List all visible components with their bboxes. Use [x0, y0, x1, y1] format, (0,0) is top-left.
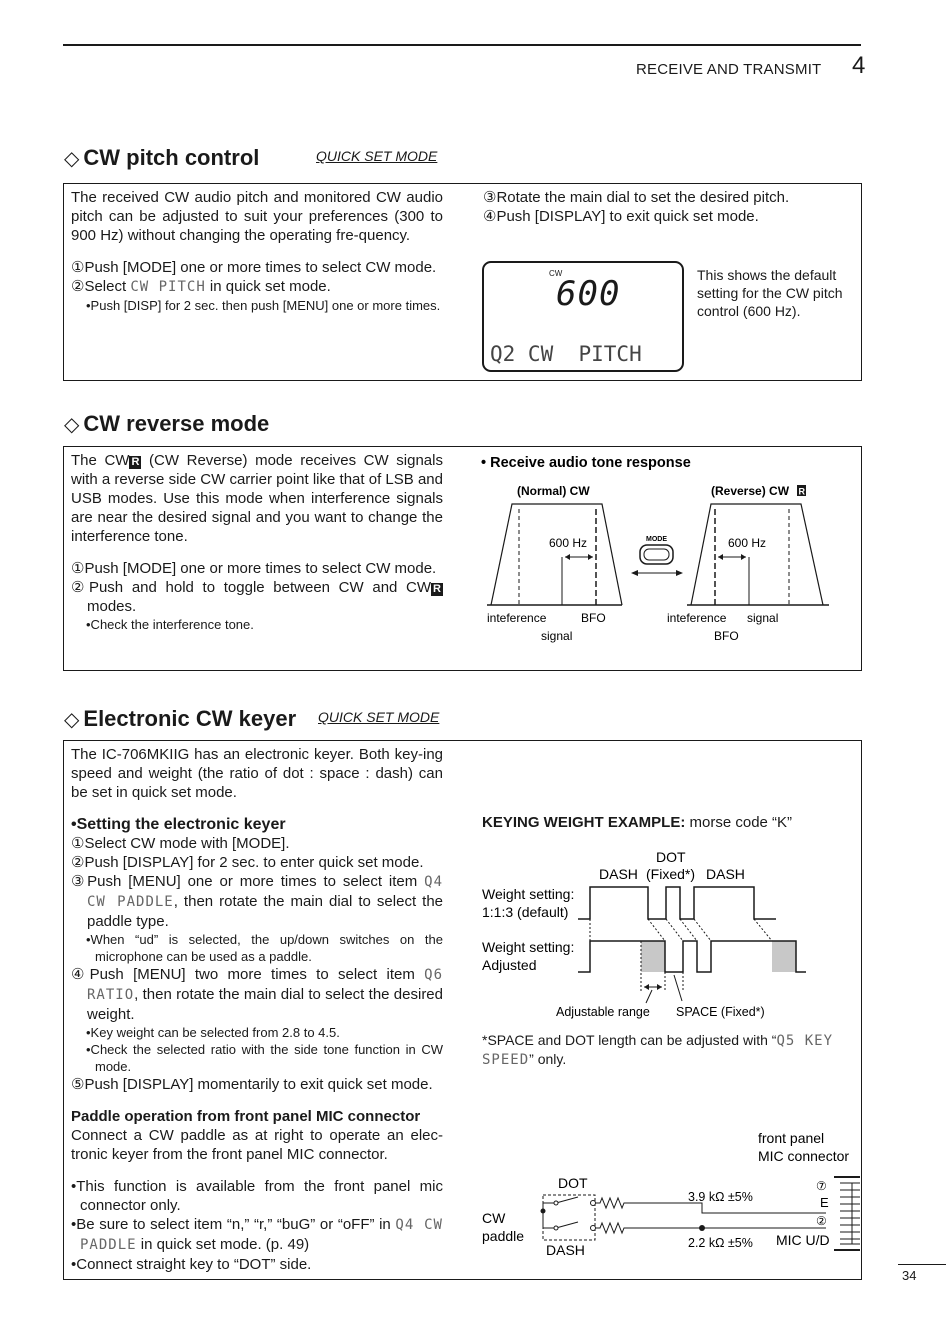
- dot-contact-label: DOT: [558, 1175, 588, 1191]
- diamond-icon: ◇: [64, 414, 80, 436]
- dash2-extension-shade: [772, 941, 796, 972]
- page-number: 34: [902, 1268, 917, 1283]
- ws1-label-1: Weight setting:: [482, 886, 575, 902]
- pitch-step-4: ④Push [DISPLAY] to exit quick set mode.: [483, 208, 759, 225]
- adjusted-waveform: [578, 941, 806, 972]
- r1-label: 3.9 kΩ ±5%: [688, 1190, 753, 1204]
- ws2-label-2: Adjusted: [482, 957, 537, 973]
- page-number-rule: [898, 1264, 946, 1265]
- paddle-box: [543, 1195, 595, 1240]
- keyer-step-3-sub: •When “ud” is selected, the up/down switches on the microphone can be used as a paddle.: [86, 932, 443, 964]
- reverse-interference-label: inteference: [667, 611, 727, 625]
- reverse-step-2: ②Push and hold to toggle between CW and CW R modes.: [71, 579, 441, 615]
- keyer-step-3: ③Push [MENU] one or more times to select item Q4 CW PADDLE, then rotate the main dial to select the paddle type.: [71, 873, 443, 930]
- reverse-step-1: ①Push [MODE] one or more times to select CW mode.: [71, 560, 437, 577]
- lcd-display: [482, 261, 684, 372]
- lcd-value: 600: [556, 274, 621, 314]
- paddle-text: Connect a CW paddle as at right to operate an elec-tronic keyer from the front panel MIC connector.: [71, 1127, 443, 1163]
- pin2-label: ②: [816, 1214, 827, 1228]
- normal-hz-label: 600 Hz: [549, 536, 588, 550]
- paddle-circuit-diagram: [476, 1125, 860, 1277]
- dash-contact-label: DASH: [546, 1242, 585, 1258]
- keyer-step-2: ②Push [DISPLAY] for 2 sec. to enter quick set mode.: [71, 854, 424, 871]
- quick-set-mode-label: QUICK SET MODE: [318, 709, 440, 725]
- reverse-cw-label: (Reverse) CW: [711, 484, 790, 498]
- cw-pitch-title: ◇ CW pitch control: [64, 145, 260, 170]
- mode-button-label: MODE: [646, 536, 667, 543]
- audio-tone-diagram: [479, 447, 859, 669]
- pitch-step-3: ③Rotate the main dial to set the desired pitch.: [483, 189, 790, 206]
- dot-label: DOT: [656, 849, 686, 865]
- paddle-bullet-1: •This function is available from the front panel mic connector only.: [71, 1178, 443, 1214]
- header-rule: [63, 44, 861, 46]
- reverse-hz-label: 600 Hz: [728, 536, 767, 550]
- keyer-intro: The IC-706MKIIG has an electronic keyer. Both key-ing speed and weight (the ratio of dot : space : dash) can be set in quick set mode.: [71, 746, 443, 801]
- reverse-intro: The CW R (CW Reverse) mode receives CW signals with a reverse side CW carrier point like that of LSB and USB modes. Use this mode when interference signals are near the desired signal and you want to change the interference tone.: [71, 452, 443, 545]
- r2-label: 2.2 kΩ ±5%: [688, 1236, 753, 1250]
- dash2-label: DASH: [706, 866, 745, 882]
- normal-passband: [491, 504, 622, 605]
- default-waveform: [578, 887, 776, 919]
- pin-e-label: E: [820, 1195, 829, 1210]
- reverse-step-2-sub: •Check the interference tone.: [86, 617, 254, 632]
- pitch-intro: The received CW audio pitch and monitored CW audio pitch can be adjusted to suit your preferences (300 to 900 Hz) without changing the operating fre-quency.: [71, 189, 443, 244]
- normal-cw-label: (Normal) CW: [517, 484, 590, 498]
- quick-set-mode-label: QUICK SET MODE: [316, 148, 438, 164]
- normal-signal-label: signal: [541, 629, 573, 643]
- cw-reverse-title: ◇ CW reverse mode: [64, 411, 270, 436]
- svg-text:R: R: [798, 486, 805, 497]
- dot-fixed-label: (Fixed*): [646, 866, 696, 882]
- weight-note: *SPACE and DOT length can be adjusted with “Q5 KEY SPEED” only.: [482, 1032, 834, 1068]
- dash-extension-shade: [641, 941, 665, 972]
- lcd-mode: CW: [549, 269, 563, 278]
- keyer-step-4-sub-2: •Check the selected ratio with the side tone function in CW mode.: [86, 1042, 443, 1074]
- lcd-item: Q2 CW PITCH: [490, 342, 642, 366]
- paddle-label: paddle: [482, 1228, 525, 1244]
- cw-pitch-box: [63, 183, 862, 381]
- ws1-label-2: 1:1:3 (default): [482, 904, 569, 920]
- normal-bfo-label: BFO: [581, 611, 606, 625]
- cw-keyer-box: [63, 740, 862, 1280]
- keying-weight-diagram: [476, 841, 860, 1031]
- paddle-bullet-2: •Be sure to select item “n,” “r,” “buG” or “oFF” in Q4 CW PADDLE in quick set mode. (p. 49): [71, 1216, 443, 1253]
- weight-heading: KEYING WEIGHT EXAMPLE: morse code “K”: [482, 814, 793, 831]
- lcd-caption: This shows the default setting for the CW pitch control (600 Hz).: [697, 267, 843, 319]
- mode-button-icon[interactable]: [640, 545, 673, 564]
- adjustable-range-label: Adjustable range: [556, 1005, 650, 1019]
- mic-connector-icon: [834, 1177, 860, 1250]
- pitch-step-1: ①Push [MODE] one or more times to select CW mode.: [71, 259, 437, 276]
- ws2-label-1: Weight setting:: [482, 939, 575, 955]
- front-panel-label: front panel: [758, 1130, 825, 1146]
- cw-reverse-box: [63, 446, 862, 671]
- keyer-step-4: ④Push [MENU] two more times to select item Q6 RATIO, then rotate the main dial to select the desired weight.: [71, 966, 443, 1023]
- reverse-passband: [691, 504, 823, 605]
- dash-switch: [556, 1222, 578, 1228]
- keyer-step-5: ⑤Push [DISPLAY] momentarily to exit quick set mode.: [71, 1076, 433, 1093]
- space-fixed-label: SPACE (Fixed*): [676, 1005, 765, 1019]
- cw-label: CW: [482, 1210, 506, 1226]
- setting-heading: •Setting the electronic keyer: [71, 816, 286, 833]
- diamond-icon: ◇: [64, 148, 80, 170]
- keyer-step-1: ①Select CW mode with [MODE].: [71, 835, 290, 852]
- keyer-step-4-sub-1: •Key weight can be selected from 2.8 to 4.5.: [86, 1025, 340, 1040]
- diagram-heading: • Receive audio tone response: [481, 455, 691, 471]
- mic-connector-label: MIC connector: [758, 1148, 850, 1164]
- paddle-bullet-3: •Connect straight key to “DOT” side.: [71, 1256, 312, 1273]
- section-number: 4: [852, 52, 866, 79]
- dot-switch: [556, 1197, 578, 1203]
- pitch-step-2-sub: •Push [DISP] for 2 sec. then push [MENU] one or more times.: [86, 298, 441, 313]
- reverse-signal-label: signal: [747, 611, 779, 625]
- section-header: RECEIVE AND TRANSMIT: [636, 61, 822, 78]
- pin7-label: ⑦: [816, 1179, 827, 1193]
- normal-interference-label: inteference: [487, 611, 547, 625]
- pitch-step-2: ②Select CW PITCH in quick set mode.: [71, 278, 331, 295]
- reverse-bfo-label: BFO: [714, 629, 739, 643]
- mic-ud-label: MIC U/D: [776, 1232, 830, 1248]
- paddle-heading: Paddle operation from front panel MIC connector: [71, 1108, 421, 1125]
- dash1-label: DASH: [599, 866, 638, 882]
- cw-keyer-title: ◇ Electronic CW keyer: [64, 706, 297, 731]
- diamond-icon: ◇: [64, 709, 80, 731]
